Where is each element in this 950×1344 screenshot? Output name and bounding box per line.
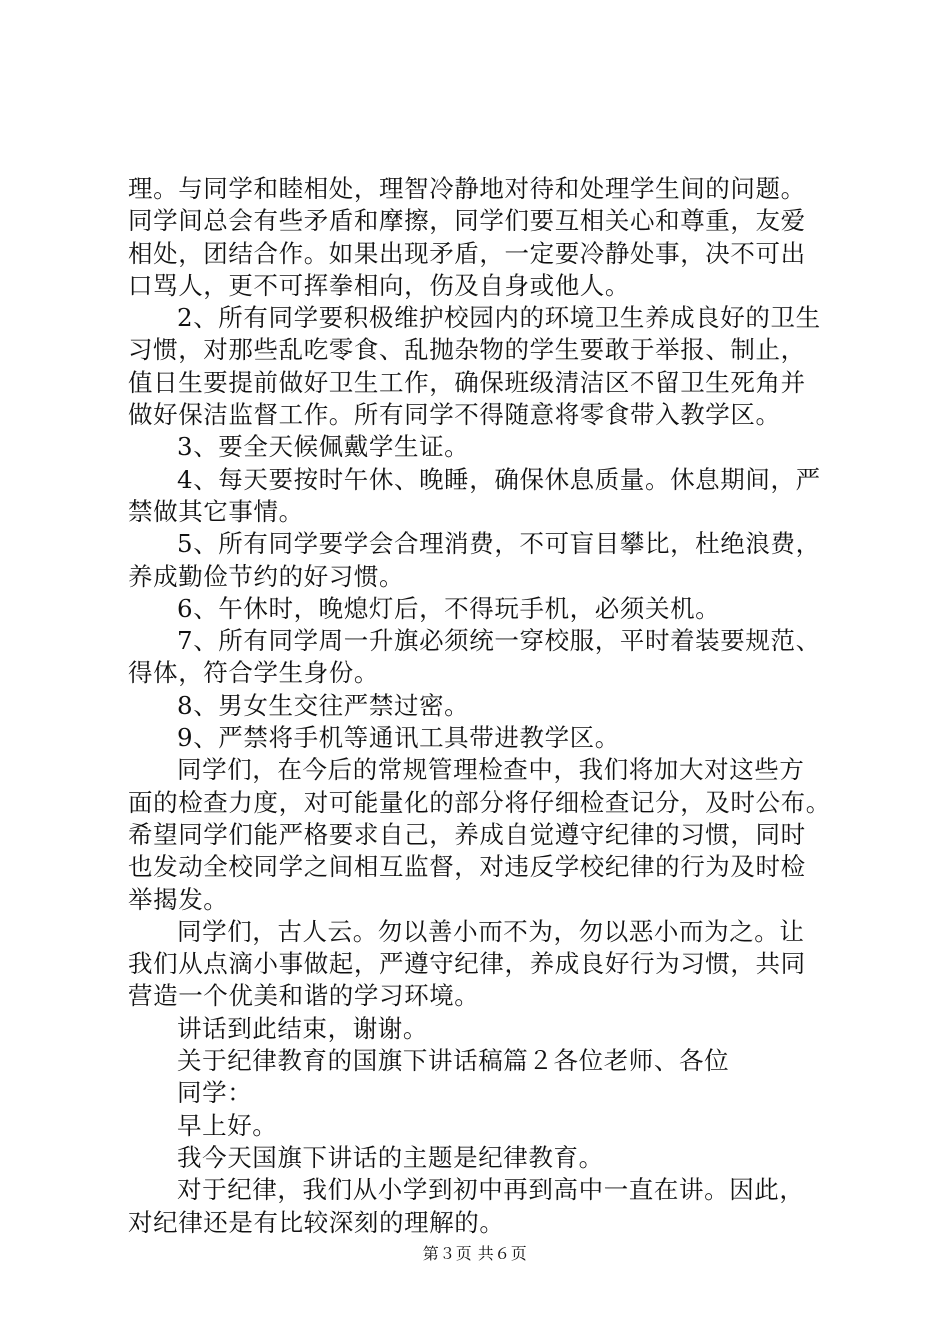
- text-line: 9、严禁将手机等通讯工具带进教学区。: [177, 723, 620, 753]
- text-line: 早上好。: [177, 1110, 278, 1140]
- text-line: 做好保洁监督工作。所有同学不得随意将零食带入教学区。: [128, 400, 781, 430]
- text-line: 7、所有同学周一升旗必须统一穿校服，平时着装要规范、: [177, 626, 821, 656]
- text-line: 希望同学们能严格要求自己，养成自觉遵守纪律的习惯，同时: [128, 819, 806, 849]
- text-line: 同学：: [177, 1078, 253, 1108]
- text-line: 禁做其它事情。: [128, 496, 304, 526]
- text-line: 同学们，古人云。勿以善小而不为，勿以恶小而为之。让: [177, 916, 805, 946]
- text-line: 讲话到此结束，谢谢。: [177, 1013, 428, 1043]
- text-line: 我们从点滴小事做起，严遵守纪律，养成良好行为习惯，共同: [128, 949, 806, 979]
- text-line: 对纪律还是有比较深刻的理解的。: [128, 1207, 505, 1237]
- text-line: 理。与同学和睦相处，理智冷静地对待和处理学生间的问题。: [128, 174, 806, 203]
- text-line: 同学间总会有些矛盾和摩擦，同学们要互相关心和尊重，友爱: [128, 206, 806, 236]
- text-line: 养成勤俭节约的好习惯。: [128, 561, 405, 591]
- text-line: 营造一个优美和谐的学习环境。: [128, 981, 480, 1011]
- text-line: 4、每天要按时午休、晚睡，确保休息质量。休息期间，严: [177, 464, 821, 494]
- text-line: 口骂人，更不可挥拳相向，伤及自身或他人。: [128, 270, 630, 300]
- text-line: 也发动全校同学之间相互监督，对违反学校纪律的行为及时检: [128, 852, 806, 882]
- text-line: 6、午休时，晚熄灯后，不得玩手机，必须关机。: [177, 593, 721, 623]
- text-line: 对于纪律，我们从小学到初中再到高中一直在讲。因此，: [177, 1175, 805, 1205]
- text-line: 举揭发。: [128, 884, 229, 914]
- text-line: 我今天国旗下讲话的主题是纪律教育。: [177, 1142, 604, 1172]
- text-line: 相处，团结合作。如果出现矛盾，一定要冷静处事，决不可出: [128, 238, 806, 268]
- text-line: 关于纪律教育的国旗下讲话稿篇２各位老师、各位: [177, 1046, 730, 1076]
- text-line: 同学们，在今后的常规管理检查中，我们将加大对这些方: [177, 755, 805, 785]
- text-line: 面的检查力度，对可能量化的部分将仔细检查记分，及时公布。: [128, 787, 831, 817]
- text-line: 得体，符合学生身份。: [128, 658, 379, 688]
- document-body: [128, 173, 838, 1239]
- text-line: 8、男女生交往严禁过密。: [177, 690, 470, 720]
- text-line: 5、所有同学要学会合理消费，不可盲目攀比，杜绝浪费，: [177, 529, 821, 559]
- text-line: 3、要全天候佩戴学生证。: [177, 432, 470, 462]
- text-line: 2、所有同学要积极维护校园内的环境卫生养成良好的卫生: [177, 303, 821, 333]
- text-line: 值日生要提前做好卫生工作，确保班级清洁区不留卫生死角并: [128, 367, 806, 397]
- text-line: 习惯，对那些乱吃零食、乱抛杂物的学生要敢于举报、制止，: [128, 335, 806, 365]
- page-footer: 第３页 共６页: [422, 1244, 528, 1263]
